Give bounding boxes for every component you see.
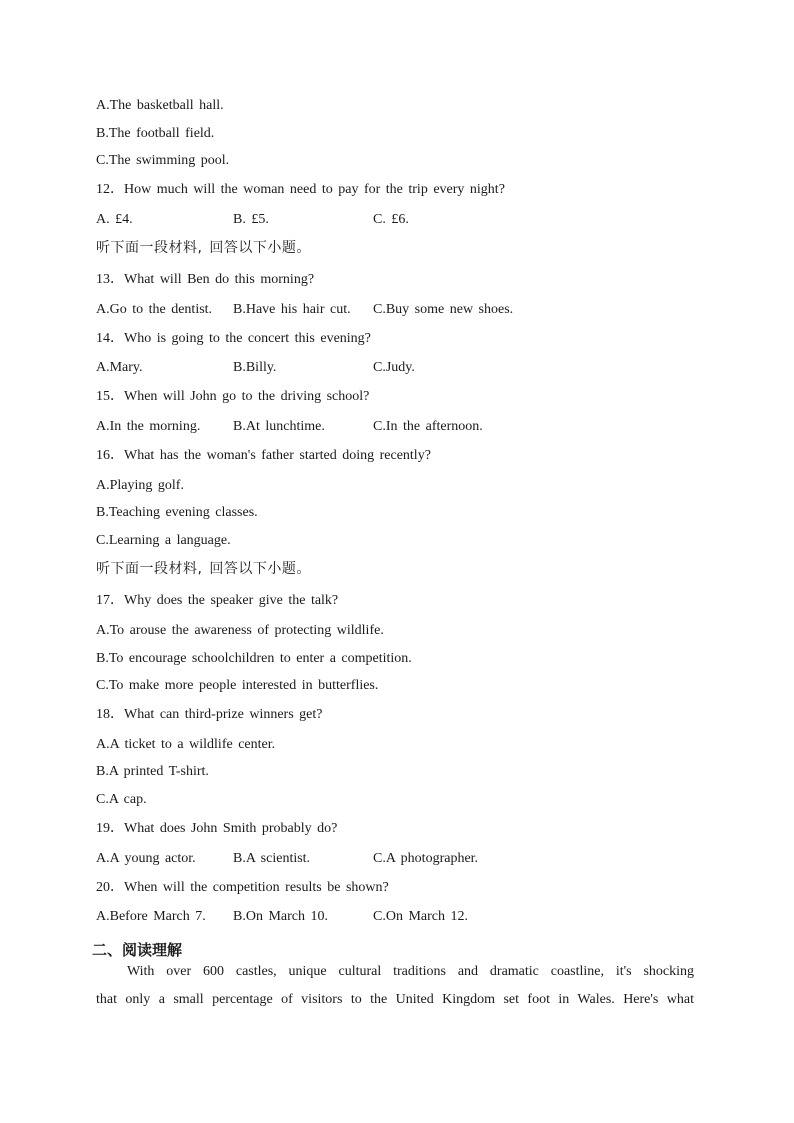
q16-option-a: A.Playing golf. — [96, 478, 184, 493]
q20-option-c: C.On March 12. — [373, 909, 468, 924]
q18-option-c: C.A cap. — [96, 792, 147, 807]
listening-instruction-2: 听下面一段材料, 回答以下小题。 — [96, 561, 311, 577]
q12-option-c: C. £6. — [373, 212, 409, 227]
q16-option-c: C.Learning a language. — [96, 533, 231, 548]
q18-option-a: A.A ticket to a wildlife center. — [96, 737, 276, 752]
listening-instruction-1: 听下面一段材料, 回答以下小题。 — [96, 240, 311, 256]
q11-option-a: A.The basketball hall. — [96, 98, 224, 113]
q14-option-b: B.Billy. — [233, 360, 277, 375]
q15-option-b: B.At lunchtime. — [233, 419, 325, 434]
question-16: 16．What has the woman's father started doing recently? — [96, 448, 431, 463]
question-17: 17．Why does the speaker give the talk? — [96, 593, 339, 608]
q12-option-a: A. £4. — [96, 212, 133, 227]
q15-option-c: C.In the afternoon. — [373, 419, 483, 434]
q14-option-a: A.Mary. — [96, 360, 143, 375]
question-13: 13．What will Ben do this morning? — [96, 272, 315, 287]
q17-option-c: C.To make more people interested in butterflies. — [96, 678, 379, 693]
q11-option-c: C.The swimming pool. — [96, 153, 230, 168]
section-heading-reading: 二、阅读理解 — [92, 941, 183, 959]
passage-line-2: that only a small percentage of visitors to the United Kingdom set foot in Wales. Here's what — [96, 992, 694, 1007]
q16-option-b: B.Teaching evening classes. — [96, 505, 258, 520]
q11-option-b: B.The football field. — [96, 126, 215, 141]
q20-option-b: B.On March 10. — [233, 909, 328, 924]
passage-line-1: With over 600 castles, unique cultural traditions and dramatic coastline, it's shocking — [127, 964, 694, 979]
q19-option-c: C.A photographer. — [373, 851, 479, 866]
question-14: 14．Who is going to the concert this evening? — [96, 331, 371, 346]
q19-option-a: A.A young actor. — [96, 851, 196, 866]
q20-option-a: A.Before March 7. — [96, 909, 206, 924]
question-18: 18．What can third-prize winners get? — [96, 707, 323, 722]
q14-option-c: C.Judy. — [373, 360, 415, 375]
q13-option-b: B.Have his hair cut. — [233, 302, 351, 317]
q18-option-b: B.A printed T-shirt. — [96, 764, 209, 779]
question-12: 12．How much will the woman need to pay for the trip every night? — [96, 182, 505, 197]
q12-option-b: B. £5. — [233, 212, 269, 227]
question-15: 15．When will John go to the driving school? — [96, 389, 370, 404]
question-20: 20．When will the competition results be shown? — [96, 880, 389, 895]
question-19: 19．What does John Smith probably do? — [96, 821, 338, 836]
q13-option-c: C.Buy some new shoes. — [373, 302, 514, 317]
q17-option-a: A.To arouse the awareness of protecting wildlife. — [96, 623, 384, 638]
q13-option-a: A.Go to the dentist. — [96, 302, 213, 317]
q17-option-b: B.To encourage schoolchildren to enter a competition. — [96, 651, 412, 666]
q19-option-b: B.A scientist. — [233, 851, 311, 866]
q15-option-a: A.In the morning. — [96, 419, 201, 434]
